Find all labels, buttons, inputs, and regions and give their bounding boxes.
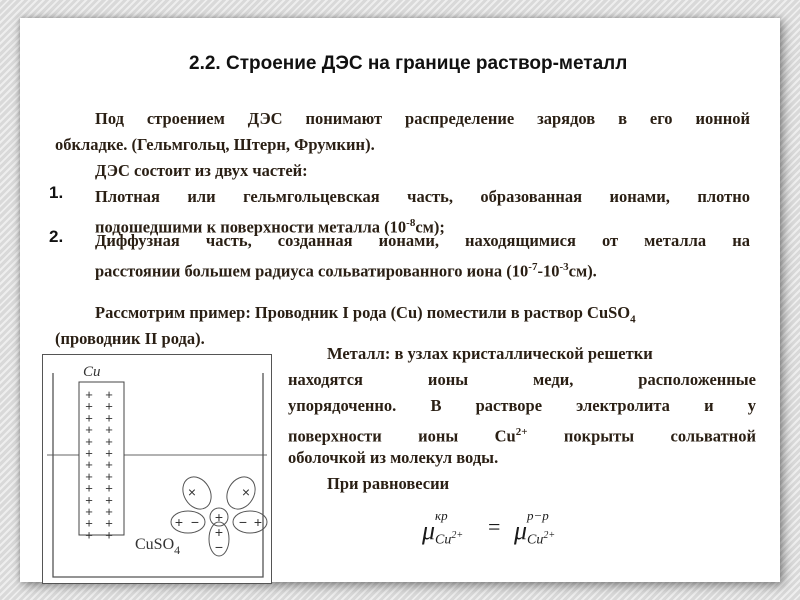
metal-line-5: оболочкой из молекул воды. [288,448,499,467]
electrode-plus-mark: + [105,433,113,449]
electrode-plus-mark: + [105,480,113,496]
electrode-label: Cu [83,364,101,380]
minus-mark: − [238,514,248,530]
equilibrium-text: При равновесии [327,474,450,493]
electrode-plus-mark: + [105,445,113,461]
formula-sup-right: p−p [527,508,549,523]
mu-symbol-right: μ [514,516,528,545]
electrode-diagram [43,355,271,583]
electrode-plus-mark: + [85,457,93,473]
formula-sub-left: $Cu^{2+}$ [435,530,464,548]
list-item-2-line-1: Диффузная часть, созданная ионами, находящимися от металла на [95,231,750,250]
electrode-plus-mark: + [105,492,113,508]
electrode-plus-mark: + [85,515,93,531]
plus-mark: + [214,524,224,540]
parts-intro: ДЭС состоит из двух частей: [95,161,308,180]
electrode-plus-mark: + [105,422,113,438]
electrode-plus-mark: + [85,398,93,414]
plus-mark: + [174,514,184,530]
plus-mark: + [214,509,224,525]
formula-equals: = [488,514,501,539]
intro-line-2: обкладке. (Гельмгольц, Штерн, Фрумкин). [55,135,375,154]
electrode-plus-mark: + [85,468,93,484]
minus-mark: − [190,514,200,530]
electrode-plus-mark: + [85,410,93,426]
metal-line-4: поверхности ионы $Cu^{2+}$ покрыты сольватной [288,426,756,446]
electrode-plus-mark: + [105,515,113,531]
electrode-figure [42,354,272,584]
electrode-plus-mark: + [85,504,93,519]
slide-title: 2.2. Строение ДЭС на границе раствор-металл [189,53,628,74]
metal-line-3: упорядоченно. В растворе электролита и у [288,396,756,415]
electrode-plus-mark: + [105,410,113,426]
metal-label: Металл: в узлах кристаллической решетки [327,344,653,363]
electrode-plus-mark: + [85,527,93,543]
list-item-1-line-2: подошедшими к поверхности металла $(10^{-8}см)$; [95,217,445,237]
electrode-plus-mark: + [85,387,93,402]
solution-label: CuSO$_4$ [135,536,181,557]
formula-sub-right: $Cu^{2+}$ [527,530,556,548]
water-molecule-shell [177,472,217,514]
electrode-plus-mark: + [105,527,113,543]
cross-mark: × [187,484,197,500]
example-line-1: Рассмотрим пример: Проводник I рода (Cu) поместили в раствор CuSO$_4$ [95,303,636,326]
electrode-plus-mark: + [105,387,113,402]
electrode-plus-mark: + [85,433,93,449]
list-marker-2: 2. [49,227,64,246]
plus-mark: + [253,514,263,530]
cross-mark: × [241,484,251,500]
electrode-plus-mark: + [85,422,93,438]
metal-line-2: находятся ионы меди, расположенные [288,370,756,389]
minus-mark: − [214,539,224,555]
electrode-plus-mark: + [105,457,113,473]
list-marker-1: 1. [49,183,64,202]
electrode-plus-mark: + [105,398,113,414]
electrode-plus-mark: + [85,445,93,461]
intro-line-1: Под строением ДЭС понимают распределение зарядов в его ионной [95,109,750,128]
list-item-2-line-2: расстоянии большем радиуса сольватированного иона $(10^{-7}-10^{-3}см)$. [95,261,597,281]
electrode-plus-mark: + [105,504,113,519]
equilibrium-formula [418,502,588,554]
electrode-plus-mark: + [85,480,93,496]
electrode-plus-mark: + [105,468,113,484]
formula-sup-left: кр [435,508,448,523]
mu-symbol-left: μ [422,516,436,545]
electrode-plus-mark: + [85,492,93,508]
list-item-1-line-1: Плотная или гельмгольцевская часть, образованная ионами, плотно [95,187,750,206]
example-line-2: (проводник II рода). [55,329,205,348]
